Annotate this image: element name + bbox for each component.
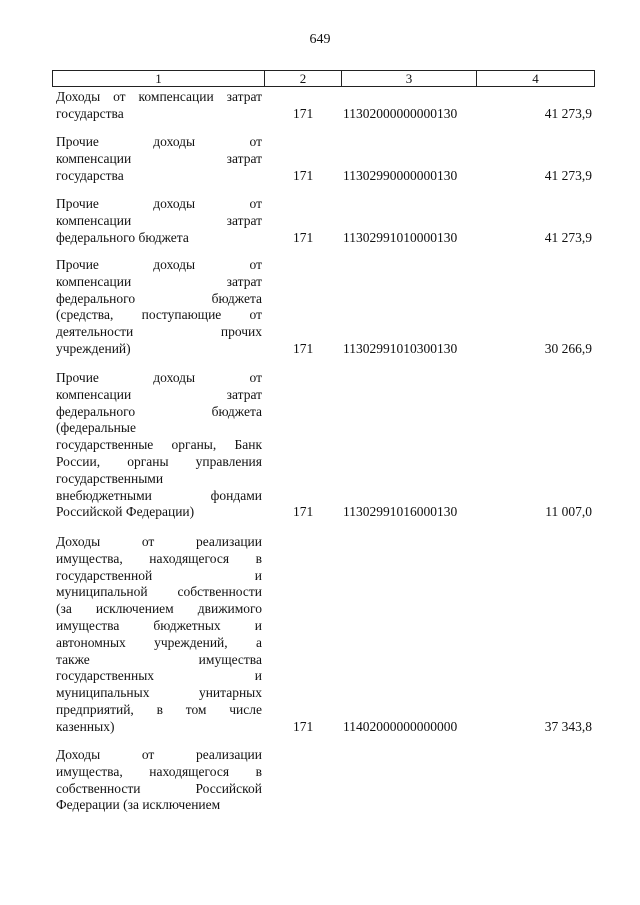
row-kbk: 11402000000000000: [343, 718, 458, 734]
description-line: Российской Федерации): [56, 504, 195, 520]
description-line: также имущества: [56, 651, 262, 667]
row-code: 171: [293, 229, 314, 245]
row-description: [56, 134, 262, 184]
description-line: автономных учреждений, а: [56, 634, 262, 650]
row-description: [56, 89, 262, 123]
row-kbk: 11302991016000130: [343, 504, 458, 520]
row-kbk: 11302000000000130: [343, 105, 458, 121]
header-col-4: 4: [532, 71, 539, 86]
description-line: (федеральные: [56, 420, 136, 436]
description-line: Федерации (за исключением: [56, 797, 221, 813]
description-line: Прочие доходы от: [56, 196, 262, 211]
table-header: [52, 70, 595, 87]
description-line: Прочие доходы от: [56, 134, 262, 149]
row-description: [56, 534, 262, 736]
description-line: государственными: [56, 470, 164, 486]
row-kbk: 11302991010300130: [343, 341, 458, 356]
row-amount: 41 273,9: [544, 167, 592, 183]
row-code: 171: [293, 718, 314, 734]
row-code: 171: [293, 341, 314, 356]
description-line: России, органы управления: [56, 453, 262, 469]
header-col-3: 3: [342, 71, 477, 86]
description-line: компенсации затрат: [56, 273, 262, 289]
description-line: компенсации затрат: [56, 212, 262, 228]
description-line: собственности Российской: [56, 780, 262, 796]
description-line: казенных): [56, 718, 115, 734]
description-line: государственной и: [56, 567, 262, 583]
description-line: имущества, находящегося в: [56, 550, 262, 566]
description-line: муниципальных унитарных: [56, 685, 262, 701]
row-code: 171: [293, 504, 314, 520]
description-line: государства: [56, 105, 124, 121]
description-line: компенсации затрат: [56, 386, 262, 402]
description-line: Доходы от реализации: [56, 747, 262, 762]
row-amount: 37 343,8: [544, 718, 592, 734]
description-line: (за исключением движимого: [56, 601, 262, 617]
description-line: имущества, находящегося в: [56, 763, 262, 779]
description-line: государственные органы, Банк: [56, 437, 262, 453]
row-amount: 41 273,9: [544, 105, 592, 121]
header-col-1: 1: [53, 71, 265, 86]
description-line: государственных и: [56, 668, 262, 684]
description-line: предприятий, в том числе: [56, 701, 262, 717]
description-line: федерального бюджета: [56, 403, 262, 419]
description-line: федерального бюджета: [56, 290, 262, 306]
description-line: федерального бюджета: [56, 229, 189, 245]
description-line: Прочие доходы от: [56, 257, 262, 272]
page-number: 649: [309, 32, 331, 47]
row-code: 171: [293, 167, 314, 183]
row-description: [56, 257, 262, 358]
row-kbk: 11302991010000130: [343, 229, 458, 245]
description-line: (средства, поступающие от: [56, 307, 262, 323]
description-line: государства: [56, 167, 124, 183]
header-col-2: 2: [265, 71, 342, 86]
row-amount: 30 266,9: [544, 341, 592, 356]
description-line: Доходы от компенсации затрат: [56, 89, 262, 104]
row-description: [56, 370, 262, 521]
row-kbk: 11302990000000130: [343, 167, 458, 183]
description-line: имущества бюджетных и: [56, 617, 262, 633]
row-description: [56, 196, 262, 246]
row-description: [56, 747, 262, 814]
row-amount: 11 007,0: [545, 504, 592, 520]
description-line: внебюджетными фондами: [56, 487, 262, 503]
description-line: муниципальной собственности: [56, 584, 262, 600]
description-line: Доходы от реализации: [56, 534, 262, 549]
description-line: деятельности прочих: [56, 324, 262, 340]
description-line: Прочие доходы от: [56, 370, 262, 385]
row-code: 171: [293, 105, 314, 121]
description-line: компенсации затрат: [56, 150, 262, 166]
row-amount: 41 273,9: [544, 229, 592, 245]
description-line: учреждений): [56, 340, 131, 356]
